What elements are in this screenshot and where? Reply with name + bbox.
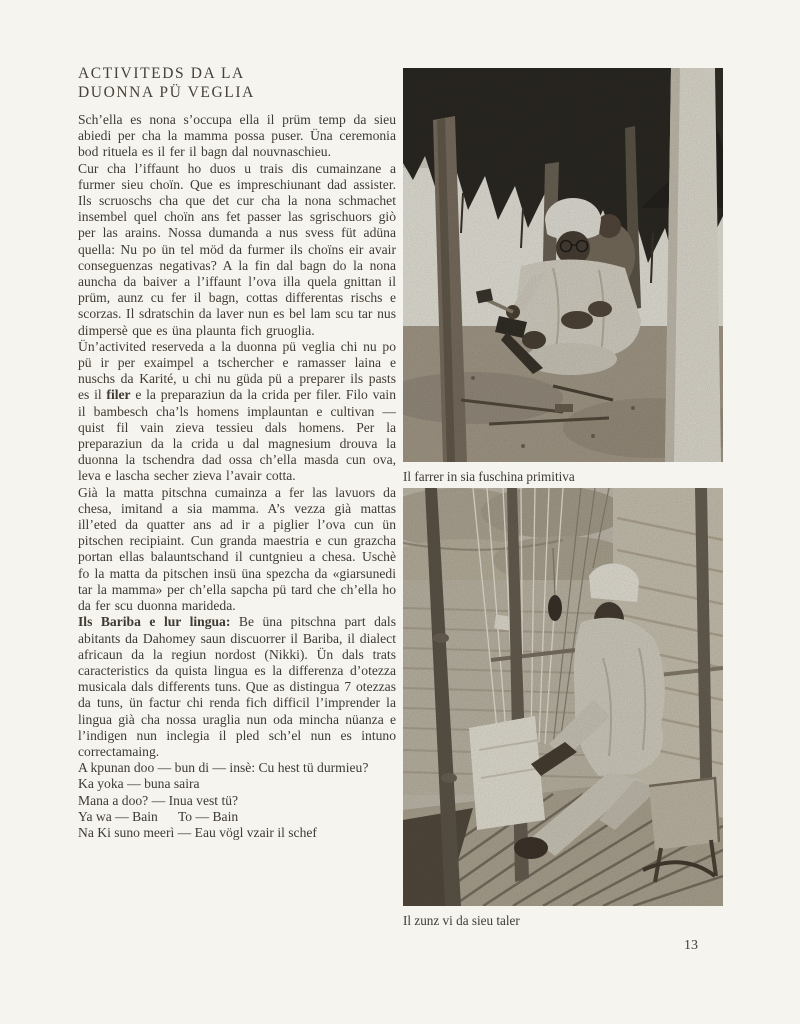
bariba-language-paragraph bbox=[78, 614, 396, 760]
spinning-paragraph bbox=[78, 339, 396, 485]
figure-blacksmith bbox=[403, 68, 723, 484]
phrase-line: A kpunan doo — bun di — insè: Cu hest tü durmieu? bbox=[78, 760, 369, 776]
blacksmith-photo bbox=[403, 68, 723, 462]
phrase-line: Ka yoka — buna saira bbox=[78, 776, 200, 792]
text-column bbox=[78, 64, 396, 841]
weaver-photo bbox=[403, 488, 723, 906]
page-title-line1: ACTIVITEDS DA LA bbox=[78, 65, 245, 82]
figure-weaver bbox=[403, 488, 723, 928]
girl-chores-paragraph: Già la matta pitschna cumainza a fer las lavuors da chesa, imitand a sia mamma. A’s vezza già mattas ill’eted da quatter ans ad ir a piglier l’ova cun ün pitschen recipiaint. Cun granda maestria e cun grazcha portan ellas balauntschand il cuntgnieu a chesa. Uschè fo la matta da pitschen insü üna spezcha da «giarsunedi tar la mamma» per ch’ella sapcha pü tard che ch’ella ho da fer scu duonna marideda. bbox=[78, 484, 396, 614]
phrase-line: Na Ki suno meerì — Eau vögl vzair il schef bbox=[78, 824, 317, 840]
spinning-text-pre: Ün’activited reserveda a la duonna pü veglia chi nu po pü ir per exaimpel a tschercher e ramasser laina e nuschs da Karité, u chi nu güda pü a preparer ils pasts es il bbox=[78, 338, 396, 403]
spinning-bold-word: filer bbox=[106, 387, 131, 403]
spinning-text-post: e la preparaziun da la crida per filer. Filo vain il bambesch cha’ls homens implauntan e cultivan — quist fil vain zieva tessieu dals homens. Per la preparaziun da la crida u dal magnesium drouva la duonna la tschendra dad ossa ch’ella masda cun ova, leva e lascha secher zieva l’avair cotta. bbox=[78, 387, 396, 484]
page-title-line2: DUONNA PÜ VEGLIA bbox=[78, 84, 255, 101]
bath-ritual-paragraph: Cur cha l’iffaunt ho duos u trais dis cumainzane a furmer sieu choïn. Que es impreschiunant dad assister. Ils scruoschs cha que det cur cha la nona schmachet insembel quel choïn ans fet passer las sgrischuors giò per las arains. Nossa dumanda a nus svess füt adüna quella: Nu po ün tel möd da furmer ils choïns eir avair conseguenzas negativas? A la fin dal bagn do la nona auncha da baiver a l’iffaunt l’ova illa quela gnittan il prüm, aunz cu fer il bagn, cottas differentas rischs e scorzas. Il sdratschin da laver nun es bel lam scu tar nus dimpersè que es üna plaunta fich gruoglia. bbox=[78, 160, 396, 338]
page-number: 13 bbox=[684, 938, 698, 953]
bariba-lead-in: Ils Bariba e lur lingua: bbox=[78, 614, 231, 630]
intro-paragraph: Sch’ella es nona s’occupa ella il prüm temp da sieu abiedi per cha la mamma possa puser. Üna ceremonia bod rituela es il fer il bagn dal nouvnaschieu. bbox=[78, 112, 396, 160]
bariba-text: Be üna pitschna part dals abitants da Dahomey saun discuorrer il Bariba, il dialect africaun da la regiun nordost (Nikki). Ün dals trats caracteristics da quista lingua es la differenza d’otezza musicala dals differents tuns. Que as distingua 7 otezzas da tuns, ün factur chi renda fich difficil l’imprender la lingua già cha nossa uraglia nun oda mincha nüanza e l’indigen nun inclegia il pled sch’el nun es intuno correctamaing. bbox=[78, 614, 396, 759]
phrase-line: Ya wa — Bain To — Bain bbox=[78, 808, 239, 824]
phrase-line: Mana a doo? — Inua vest tü? bbox=[78, 792, 239, 808]
page-title bbox=[78, 64, 396, 102]
figure-caption: Il zunz vi da sieu taler bbox=[403, 913, 520, 928]
figure-caption: Il farrer in sia fuschina primitiva bbox=[403, 469, 575, 484]
